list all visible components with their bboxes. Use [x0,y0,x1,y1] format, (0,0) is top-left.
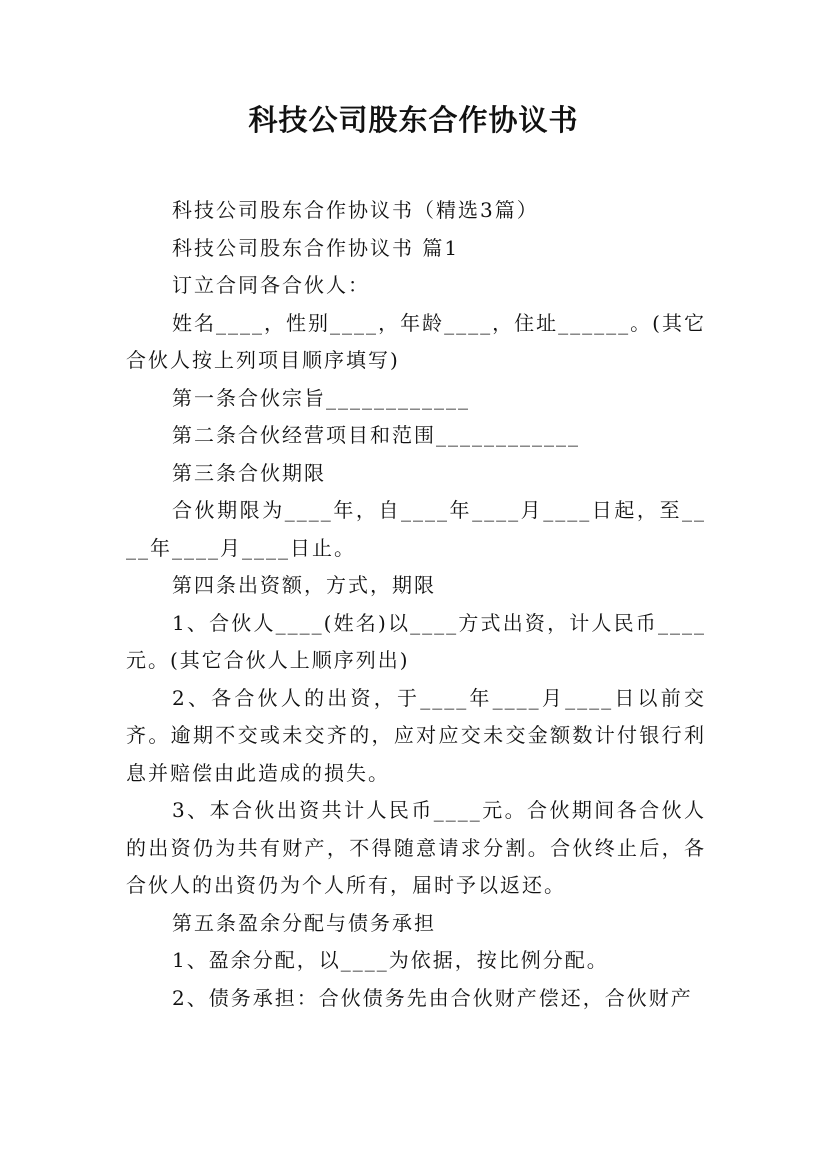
paragraph-article-5: 第五条盈余分配与债务承担 [172,910,436,935]
document-title: 科技公司股东合作协议书 [248,103,579,137]
paragraph-section-heading: 科技公司股东合作协议书 篇1 [172,235,460,260]
paragraph-contribution-2: 2、各合伙人的出资，于____年____月____日以前交齐。逾期不交或未交齐的，应对应交未交金额数计付银行利息并赔偿由此造成的损失。 [126,685,706,785]
document-body [126,192,706,1017]
paragraph-article-1: 第一条合伙宗旨____________ [172,385,470,410]
paragraph-debt-bearing: 2、债务承担：合伙债务先由合伙财产偿还，合伙财产 [172,985,693,1010]
paragraph-article-3: 第三条合伙期限 [172,460,326,485]
paragraph-contribution-1: 1、合伙人____(姓名)以____方式出资，计人民币____元。(其它合伙人上顺序列出) [126,610,706,672]
paragraph-contribution-3: 3、本合伙出资共计人民币____元。合伙期间各合伙人的出资仍为共有财产，不得随意请求分割。合伙终止后，各合伙人的出资仍为个人所有，届时予以返还。 [126,798,706,897]
paragraph-parties-heading: 订立合同各合伙人： [172,273,370,297]
paragraph-intro: 科技公司股东合作协议书（精选3篇） [172,198,539,222]
paragraph-article-2: 第二条合伙经营项目和范围____________ [172,423,580,447]
paragraph-term: 合伙期限为____年，自____年____月____日起，至____年____月____日止。 [126,498,706,560]
paragraph-profit-distribution: 1、盈余分配，以____为依据，按比例分配。 [172,948,609,972]
paragraph-article-4: 第四条出资额，方式，期限 [172,573,436,597]
paragraph-party-info: 姓名____，性别____，年龄____，住址______。(其它合伙人按上列项目顺序填写) [126,310,706,372]
